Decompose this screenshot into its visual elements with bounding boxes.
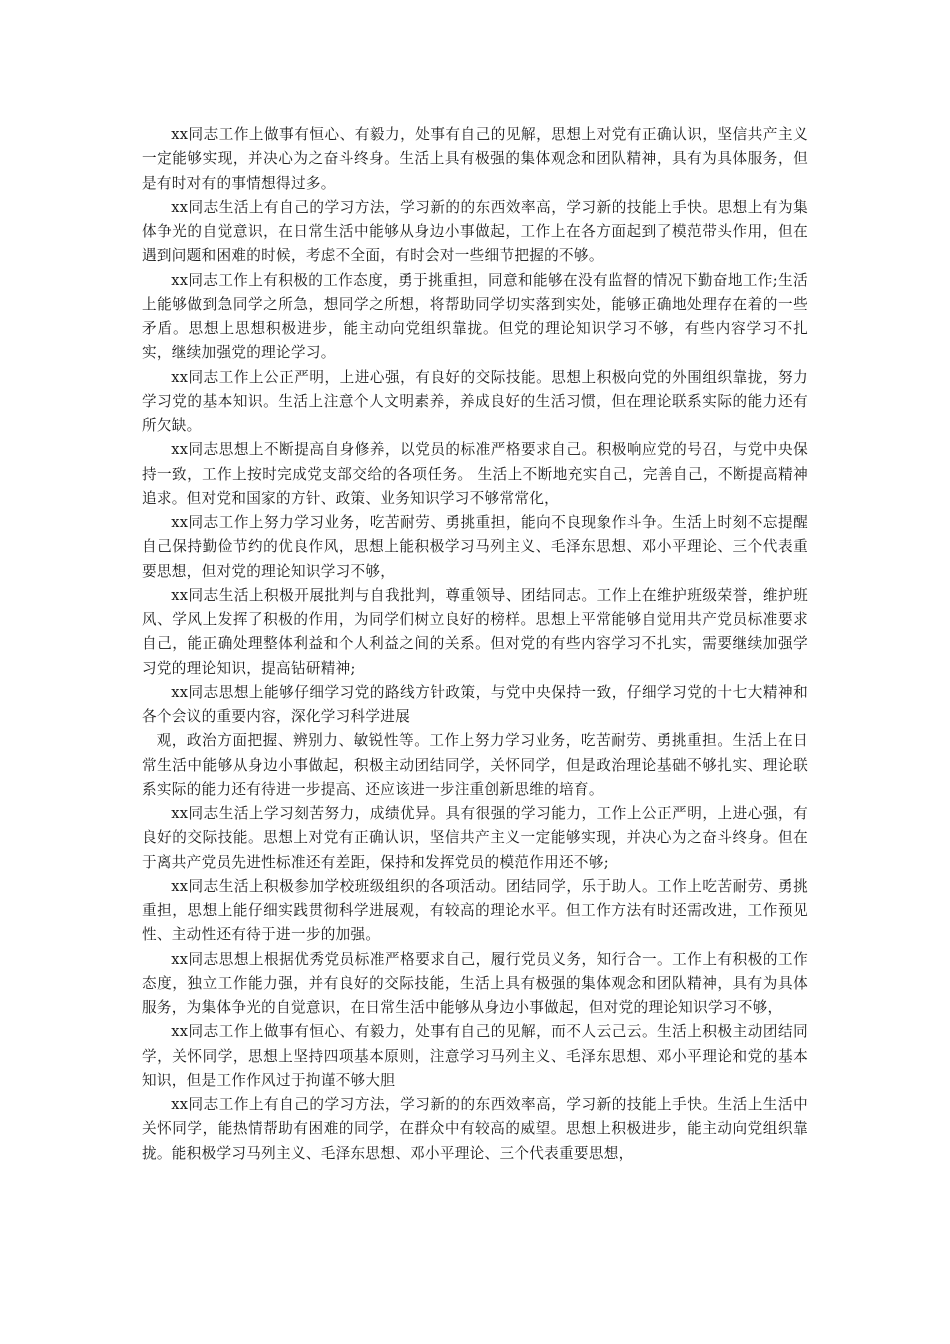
paragraph-11: xx同志生活上积极参加学校班级组织的各项活动。团结同学，乐于助人。工作上吃苦耐劳、勇挑重担，思想上能仔细实践贯彻科学进展观，有较高的理论水平。但工作方法有时还需改进，工作预见性、主动性还有待于进一步的加强。 xyxy=(142,877,808,944)
paragraph-13: xx同志工作上做事有恒心、有毅力，处事有自己的见解，而不人云己云。生活上积极主动团结同学，关怀同学，思想上坚持四项基本原则，注意学习马列主义、毛泽东思想、邓小平理论和党的基本知识，但是工作作风过于拘谨不够大胆 xyxy=(142,1023,808,1089)
paragraph-7: xx同志生活上积极开展批判与自我批判，尊重领导、团结同志。工作上在维护班级荣誉，维护班风、学风上发挥了积极的作用，为同学们树立良好的榜样。思想上平常能够自觉用共产党员标准要求自己，能正确处理整体利益和个人利益之间的关系。但对党的有些内容学习不扎实，需要继续加强学习党的理论知识，提高钻研精神; xyxy=(142,586,808,677)
paragraph-6: xx同志工作上努力学习业务，吃苦耐劳、勇挑重担，能向不良现象作斗争。生活上时刻不忘提醒自己保持勤俭节约的优良作风，思想上能积极学习马列主义、毛泽东思想、邓小平理论、三个代表重要思想，但对党的理论知识学习不够， xyxy=(142,514,808,580)
paragraph-12: xx同志思想上根据优秀党员标准严格要求自己，履行党员义务，知行合一。工作上有积极的工作态度，独立工作能力强，并有良好的交际技能，生活上具有极强的集体观念和团队精神，具有为具体服务，为集体争光的自觉意识，在日常生活中能够从身边小事做起，但对党的理论知识学习不够， xyxy=(142,950,808,1016)
paragraph-5: xx同志思想上不断提高自身修养，以党员的标准严格要求自己。积极响应党的号召，与党中央保持一致，工作上按时完成党支部交给的各项任务。 生活上不断地充实自己，完善自己，不断提高精神追求。但对党和国家的方针、政策、业务知识学习不够常常化， xyxy=(142,441,808,507)
paragraph-9: 观，政治方面把握、辨别力、敏锐性等。工作上努力学习业务，吃苦耐劳、勇挑重担。生活上在日常生活中能够从身边小事做起，积极主动团结同学，关怀同学，但是政治理论基础不够扎实、理论联系实际的能力还有待进一步提高、还应该进一步注重创新思维的培育。 xyxy=(142,732,808,798)
paragraph-14: xx同志工作上有自己的学习方法，学习新的的东西效率高，学习新的技能上手快。生活上生活中关怀同学，能热情帮助有困难的同学，在群众中有较高的威望。思想上积极进步，能主动向党组织靠拢。能积极学习马列主义、毛泽东思想、邓小平理论、三个代表重要思想， xyxy=(142,1096,808,1162)
paragraph-3: xx同志工作上有积极的工作态度，勇于挑重担，同意和能够在没有监督的情况下勤奋地工作;生活上能够做到急同学之所急，想同学之所想，将帮助同学切实落到实处，能够正确地处理存在着的一些矛盾。思想上思想积极进步，能主动向党组织靠拢。但党的理论知识学习不够，有些内容学习不扎实，继续加强党的理论学习。 xyxy=(142,271,808,362)
paragraph-2: xx同志生活上有自己的学习方法，学习新的的东西效率高，学习新的技能上手快。思想上有为集体争光的自觉意识，在日常生活中能够从身边小事做起，工作上在各方面起到了模范带头作用，但在遇到问题和困难的时候，考虑不全面，有时会对一些细节把握的不够。 xyxy=(142,198,808,265)
document-body xyxy=(142,123,808,1166)
paragraph-4: xx同志工作上公正严明，上进心强，有良好的交际技能。思想上积极向党的外围组织靠拢，努力学习党的基本知识。生活上注意个人文明素养，养成良好的生活习惯，但在理论联系实际的能力还有所欠缺。 xyxy=(142,368,808,434)
paragraph-8: xx同志思想上能够仔细学习党的路线方针政策，与党中央保持一致，仔细学习党的十七大精神和各个会议的重要内容，深化学习科学进展 xyxy=(142,683,808,725)
paragraph-1: xx同志工作上做事有恒心、有毅力，处事有自己的见解，思想上对党有正确认识，坚信共产主义一定能够实现，并决心为之奋斗终身。生活上具有极强的集体观念和团队精神，具有为具体服务，但是有时对有的事情想得过多。 xyxy=(142,126,808,192)
paragraph-10: xx同志生活上学习刻苦努力，成绩优异。具有很强的学习能力，工作上公正严明，上进心强，有良好的交际技能。思想上对党有正确认识，坚信共产主义一定能够实现，并决心为之奋斗终身。但在于离共产党员先进性标准还有差距，保持和发挥党员的模范作用还不够; xyxy=(142,805,808,871)
